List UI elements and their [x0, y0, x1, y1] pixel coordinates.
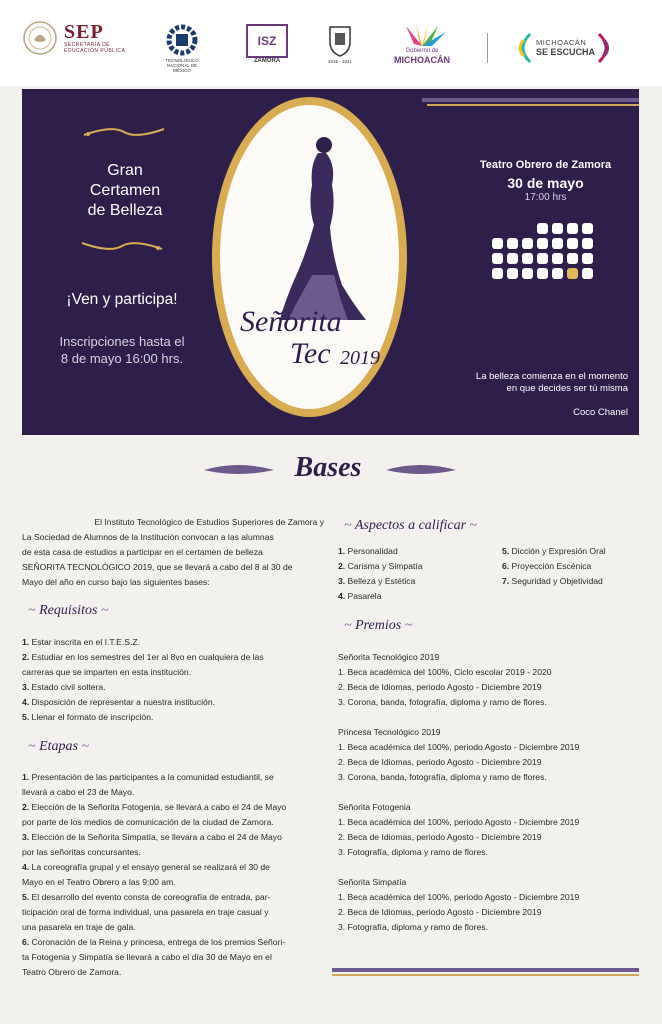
premio-item: 3. Fotografía, diploma y ramo de flores.	[338, 922, 488, 932]
requisito-item	[22, 695, 324, 710]
sep-subtitle-2: EDUCACIÓN PÚBLICA	[64, 48, 126, 54]
premio-group	[338, 800, 638, 860]
aspectos-title: Aspectos a calificar	[354, 518, 467, 533]
aspecto-item	[338, 544, 498, 559]
itesz-logo	[246, 24, 288, 65]
aspecto-item	[338, 574, 498, 589]
list-number: 4.	[22, 697, 30, 707]
aspectos-list-left	[338, 544, 498, 604]
etapa-item	[22, 830, 324, 845]
list-text: Proyección Escénica	[509, 561, 592, 571]
itesz-mark: ISZ	[246, 24, 288, 58]
list-text: Elección de la Señorita Fotogenia, se llevará a cabo el 24 de Mayo	[29, 802, 287, 812]
list-text: Estado civil soltera.	[29, 682, 106, 692]
calendar-day	[522, 238, 533, 249]
sep-logo	[22, 20, 125, 56]
calendar-day	[507, 268, 518, 279]
decor-bar	[422, 98, 639, 102]
list-text: Presentación de las participantes a la comunidad estudiantil, se	[29, 772, 274, 782]
calendar-day	[507, 238, 518, 249]
list-text: Pasarela	[345, 591, 382, 601]
list-text: ticipación oral de forma individual, una pasarela en traje casual y	[22, 907, 269, 917]
calendar-day	[582, 268, 593, 279]
bases-title: Bases	[294, 452, 362, 483]
premio-item: 1. Beca académica del 100%, periodo Agosto - Diciembre 2019	[338, 742, 580, 752]
michoacan-years: 2015 - 2021	[327, 59, 353, 64]
calendar-day	[552, 223, 563, 234]
flourish-right-icon	[384, 462, 458, 478]
intro-line-2: La Sociedad de Alumnos de la Institución convocan a las alumnas	[22, 532, 274, 542]
calendar-day	[582, 223, 593, 234]
list-text: El desarrollo del evento consta de coreografía de entrada, par-	[29, 892, 271, 902]
quote-line-2: en que decides ser tú misma	[506, 383, 628, 394]
logo-year: 2019	[340, 347, 380, 369]
escucha-line-2: SE ESCUCHA	[536, 47, 596, 57]
list-number: 5.	[502, 546, 510, 556]
list-text: Llenar el formato de inscripción.	[29, 712, 154, 722]
sep-title: SEP	[64, 21, 104, 43]
etapa-item	[22, 785, 324, 800]
list-number: 1.	[22, 637, 30, 647]
list-text: por parte de los medios de comunicación de la ciudad de Zamora.	[22, 817, 274, 827]
calendar-day	[582, 253, 593, 264]
premio-item: 2. Beca de Idiomas, periodo Agosto - Diciembre 2019	[338, 832, 542, 842]
requisito-item	[22, 635, 324, 650]
calendar-day	[537, 253, 548, 264]
sound-waves-right-icon	[595, 30, 615, 66]
aspectos-heading: ~ Aspectos a calificar ~	[344, 518, 478, 533]
intro-line-5: Mayo del año en curso bajo las siguientes bases:	[22, 577, 210, 587]
premio-heading: Señorita Fotogenia	[338, 802, 411, 812]
list-text: Carisma y Simpatía	[345, 561, 423, 571]
list-text: llevará a cabo el 23 de Mayo.	[22, 787, 135, 797]
list-number: 4.	[338, 591, 346, 601]
list-number: 7.	[502, 576, 510, 586]
etapa-item	[22, 905, 324, 920]
gear-icon	[166, 22, 198, 58]
intro-line-3: de esta casa de estudios a participar en el certamen de belleza	[22, 547, 263, 557]
list-number: 1.	[338, 546, 346, 556]
list-text: Coronación de la Reina y princesa, entrega de los premios Señori-	[29, 937, 286, 947]
premios-heading: ~ Premios ~	[344, 618, 413, 633]
list-text: Estudiar en los semestres del 1er al 8vo en cualquiera de las	[29, 652, 264, 662]
calendar-day	[522, 253, 533, 264]
list-text: La coreografía grupal y el ensayo general se realizará el 30 de	[29, 862, 270, 872]
list-number: 2.	[22, 802, 30, 812]
etapa-item	[22, 920, 324, 935]
inscriptions-line-2: 8 de mayo 16:00 hrs.	[60, 351, 184, 366]
etapa-item	[22, 950, 324, 965]
calendar-grid	[492, 223, 602, 287]
etapa-item	[22, 965, 324, 980]
list-number: 6.	[22, 937, 30, 947]
list-text: Teatro Obrero de Zamora.	[22, 967, 122, 977]
list-number: 4.	[22, 862, 30, 872]
calendar-day	[492, 268, 503, 279]
etapa-item	[22, 890, 324, 905]
list-number: 5.	[22, 892, 30, 902]
list-text: Belleza y Estética	[345, 576, 416, 586]
flourish-top-icon	[82, 125, 166, 139]
premio-item: 3. Corona, banda, fotografía, diploma y ramo de flores.	[338, 772, 547, 782]
sound-waves-left-icon	[512, 30, 534, 66]
premio-item: 1. Beca académica del 100%, Ciclo escolar 2019 - 2020	[338, 667, 552, 677]
list-number: 3.	[22, 832, 30, 842]
itesz-label: ZAMORA	[253, 58, 281, 64]
list-text: ta Fotogenia y Simpatía se llevará a cabo el día 30 de Mayo en el	[22, 952, 272, 962]
left-title-1: Gran	[107, 162, 143, 179]
premio-heading: Señorita Simpatía	[338, 877, 407, 887]
requisitos-heading: ~ Requisitos ~	[28, 603, 109, 618]
intro-line-4: SEÑORITA TECNOLÓGICO 2019, que se llevará a cabo del 8 al 30 de	[22, 562, 293, 572]
gobierno-name: MICHOACÁN	[394, 55, 450, 65]
etapa-item	[22, 860, 324, 875]
list-number: 1.	[22, 772, 30, 782]
bases-section	[22, 440, 639, 1000]
tecnm-label: TECNOLÓGICO NACIONAL DE MÉXICO	[165, 58, 199, 73]
list-text: carreras que se imparten en esta institución.	[22, 667, 192, 677]
list-text: una pasarela en traje de gala.	[22, 922, 136, 932]
left-title-3: de Belleza	[87, 202, 163, 219]
calendar-day	[552, 238, 563, 249]
premio-item: 1. Beca académica del 100%, periodo Agosto - Diciembre 2019	[338, 892, 580, 902]
premio-item: 1. Beca académica del 100%, periodo Agosto - Diciembre 2019	[338, 817, 580, 827]
logo-word-tec: Tec	[290, 337, 331, 370]
event-banner	[22, 89, 639, 435]
requisito-item	[22, 680, 324, 695]
escucha-line-1: MICHOACÁN	[536, 38, 587, 47]
calendar-day	[582, 238, 593, 249]
premio-item: 3. Corona, banda, fotografía, diploma y ramo de flores.	[338, 697, 547, 707]
list-text: Seguridad y Objetividad	[509, 576, 603, 586]
pageant-oval	[212, 97, 407, 417]
list-text: Dicción y Expresión Oral	[509, 546, 606, 556]
list-number: 3.	[338, 576, 346, 586]
michoacan-crest-logo	[326, 24, 354, 65]
logo-word-senorita: Señorita	[240, 305, 342, 338]
logo-divider	[487, 33, 488, 63]
decor-bar	[332, 974, 639, 976]
list-number: 2.	[22, 652, 30, 662]
intro-line-1: El Instituto Tecnológico de Estudios Superiores de Zamora y	[94, 517, 324, 527]
aspecto-item	[502, 559, 639, 574]
list-number: 6.	[502, 561, 510, 571]
premios-list	[338, 650, 638, 935]
event-date: 30 de mayo	[507, 175, 584, 191]
premio-group	[338, 725, 638, 785]
inscriptions-line-1: Inscripciones hasta el	[59, 334, 185, 349]
mexico-seal-icon	[22, 20, 58, 56]
calendar-day-highlight	[567, 268, 578, 279]
premios-title: Premios	[355, 618, 402, 633]
quote-author: Coco Chanel	[573, 407, 628, 418]
michoacan-se-escucha-logo	[512, 30, 615, 66]
aspectos-list-right	[502, 544, 639, 589]
call-to-action: ¡Ven y participa!	[66, 291, 178, 308]
etapa-item	[22, 935, 324, 950]
calendar-day	[537, 268, 548, 279]
premio-item: 3. Fotografía, diploma y ramo de flores.	[338, 847, 488, 857]
etapa-item	[22, 875, 324, 890]
list-text: Elección de la Señorita Simpatía, se llevara a cabo el 24 de Mayo	[29, 832, 282, 842]
etapas-title: Etapas	[39, 739, 78, 754]
calendar-day	[522, 268, 533, 279]
venue: Teatro Obrero de Zamora	[479, 159, 612, 171]
aspecto-item	[338, 559, 498, 574]
quote-line-1: La belleza comienza en el momento	[475, 371, 628, 382]
logo-strip	[0, 0, 662, 86]
requisitos-list	[22, 635, 324, 725]
list-text: por las señoritas concursantes.	[22, 847, 141, 857]
gobierno-label: Gobierno de	[405, 48, 439, 54]
left-title-2: Certamen	[89, 182, 161, 199]
sep-subtitle-1: SECRETARÍA DE	[64, 42, 111, 48]
calendar-day	[507, 253, 518, 264]
premio-group	[338, 650, 638, 710]
woman-silhouette-icon	[278, 135, 368, 325]
calendar-day	[567, 223, 578, 234]
calendar-day	[567, 238, 578, 249]
list-text: Personalidad	[345, 546, 398, 556]
flourish-left-icon	[202, 462, 276, 478]
list-text: Disposición de representar a nuestra institución.	[29, 697, 215, 707]
butterfly-icon	[392, 22, 452, 48]
etapas-heading: ~ Etapas ~	[28, 739, 90, 754]
calendar-day	[537, 223, 548, 234]
premio-heading: Señorita Tecnológico 2019	[338, 652, 440, 662]
decor-bar	[427, 104, 639, 106]
premio-heading: Princesa Tecnológico 2019	[338, 727, 441, 737]
premio-item: 2. Beca de Idiomas, periodo Agosto - Diciembre 2019	[338, 757, 542, 767]
decor-bar	[332, 968, 639, 972]
aspecto-item	[502, 574, 639, 589]
gobierno-michoacan-logo	[392, 22, 452, 65]
calendar-day	[552, 253, 563, 264]
etapas-list	[22, 770, 324, 980]
requisito-item	[22, 710, 324, 725]
etapa-item	[22, 845, 324, 860]
aspecto-item	[338, 589, 498, 604]
aspecto-item	[502, 544, 639, 559]
shield-icon	[326, 24, 354, 58]
calendar-day	[492, 238, 503, 249]
list-text: Mayo en el Teatro Obrero a las 9:00 am.	[22, 877, 176, 887]
calendar-day	[537, 238, 548, 249]
requisitos-title: Requisitos	[39, 603, 98, 618]
etapa-item	[22, 800, 324, 815]
premio-item: 2. Beca de Idiomas, periodo Agosto - Diciembre 2019	[338, 682, 542, 692]
calendar-day	[492, 253, 503, 264]
etapa-item	[22, 770, 324, 785]
premio-item: 2. Beca de Idiomas, periodo Agosto - Diciembre 2019	[338, 907, 542, 917]
intro-paragraph	[22, 515, 324, 590]
list-number: 3.	[22, 682, 30, 692]
etapa-item	[22, 815, 324, 830]
flourish-bottom-icon	[80, 239, 164, 253]
event-time: 17:00 hrs	[524, 192, 567, 203]
calendar-day	[552, 268, 563, 279]
requisito-item	[22, 665, 324, 680]
list-number: 2.	[338, 561, 346, 571]
list-number: 5.	[22, 712, 30, 722]
premio-group	[338, 875, 638, 935]
requisito-item	[22, 650, 324, 665]
calendar-day	[567, 253, 578, 264]
tecnm-logo	[158, 22, 206, 73]
list-text: Estar inscrita en el I.T.E.S.Z.	[29, 637, 140, 647]
